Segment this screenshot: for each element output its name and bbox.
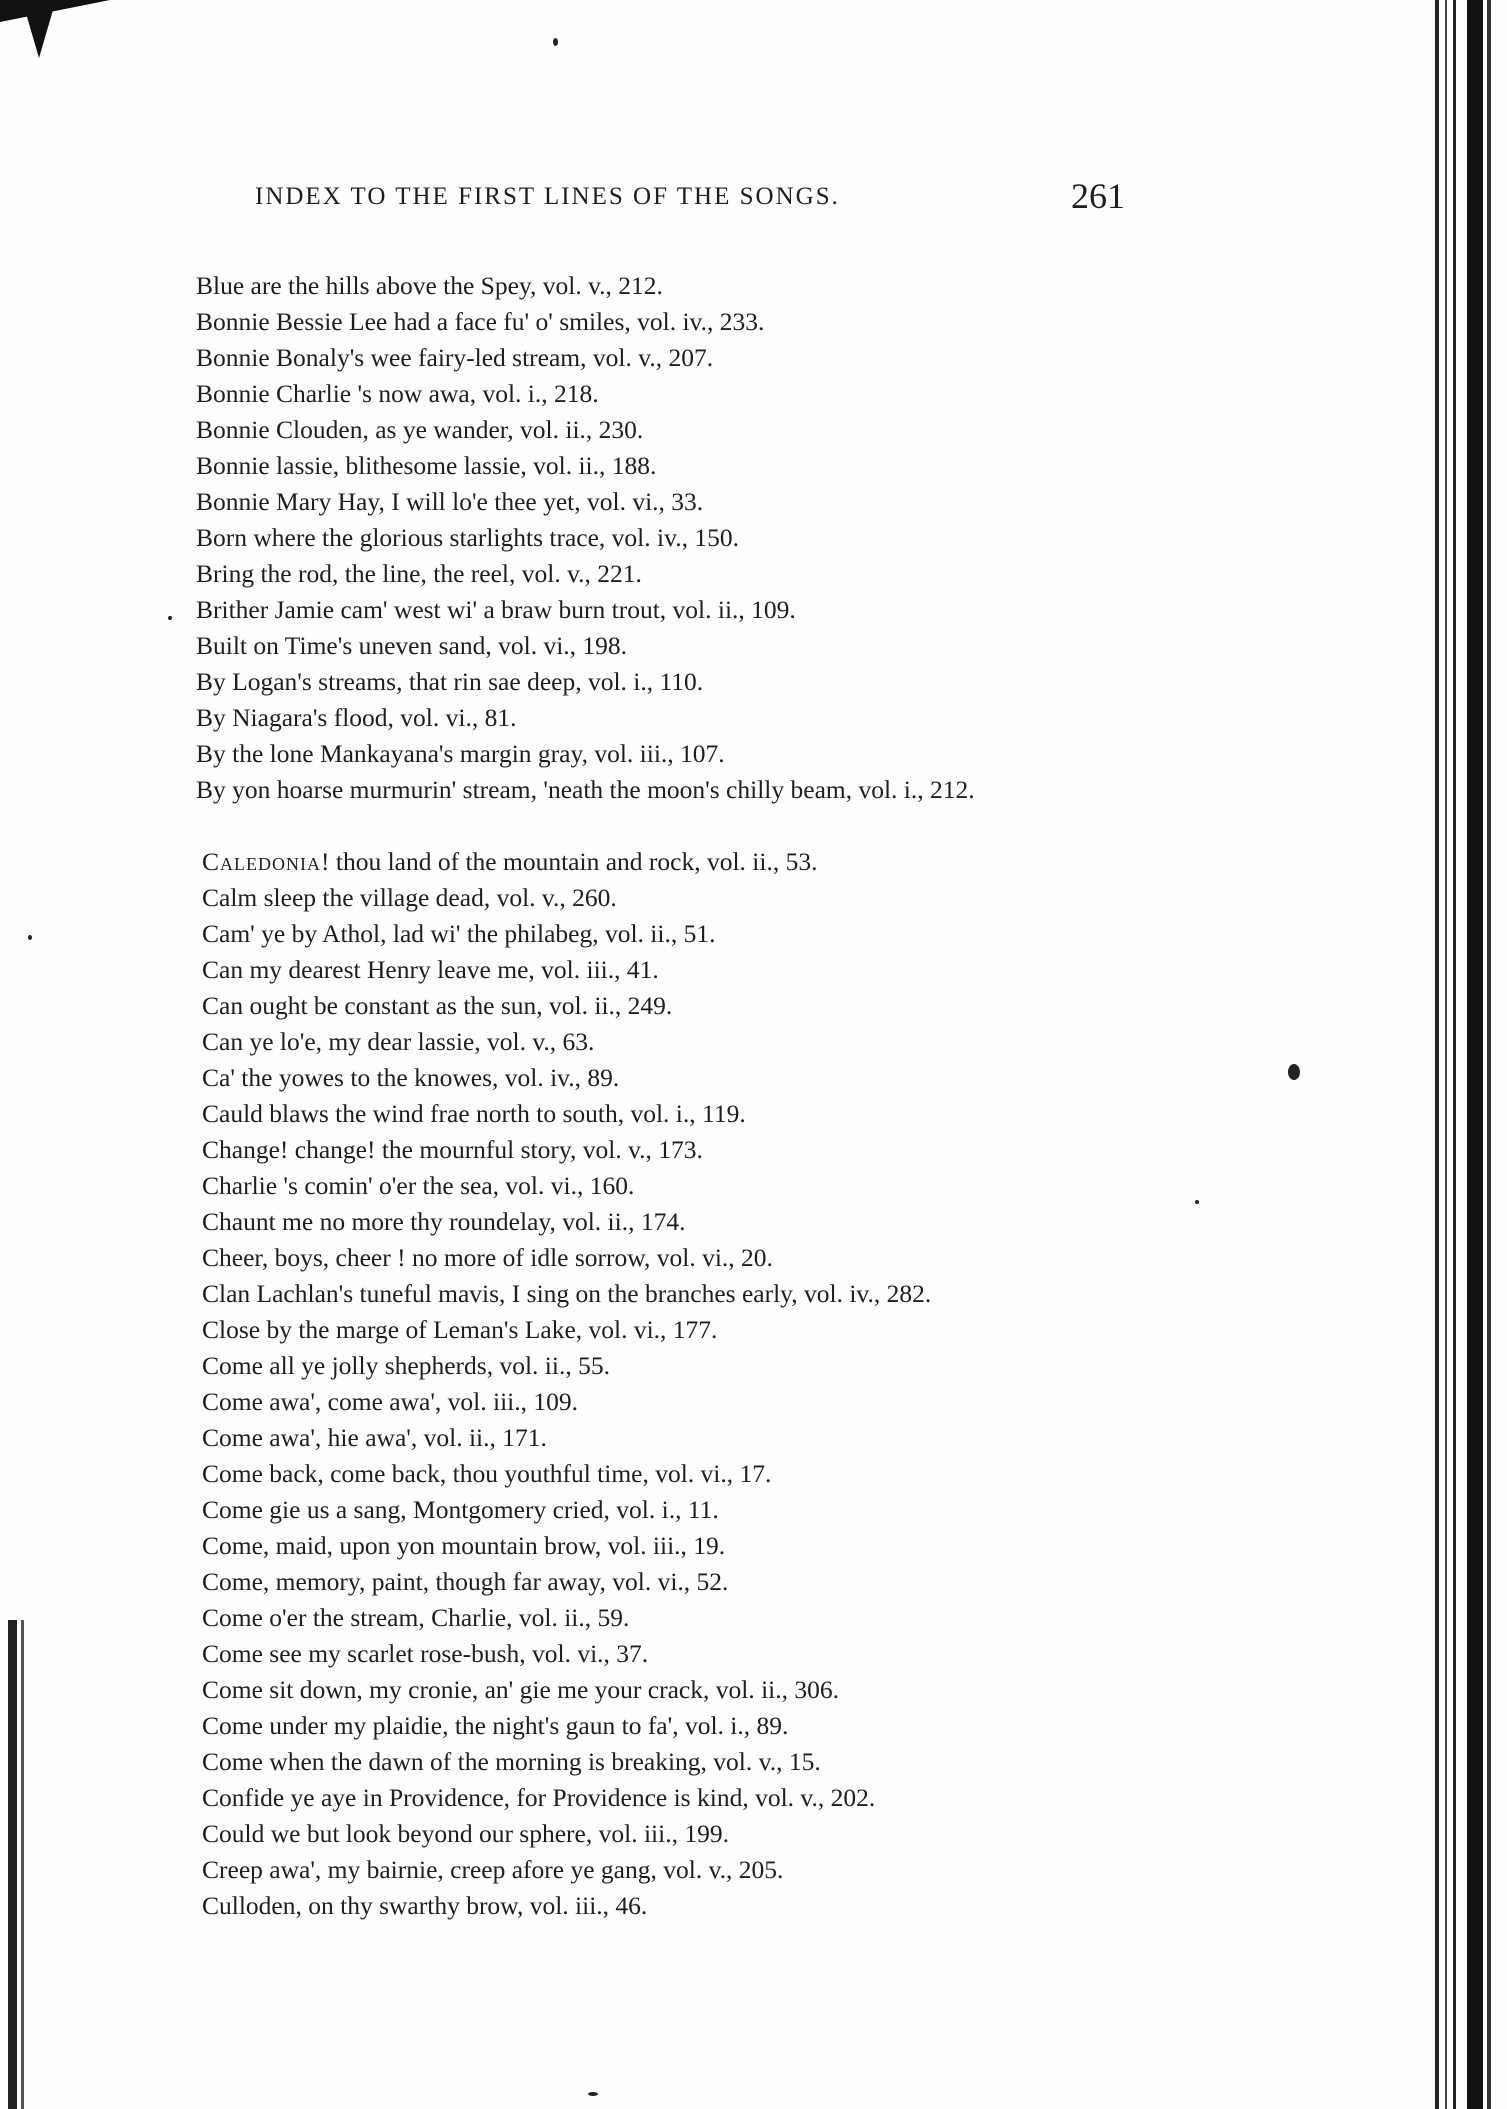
- index-entry: Cam' ye by Athol, lad wi' the philabeg, vol. ii., 51.: [202, 919, 716, 948]
- index-entry: Culloden, on thy swarthy brow, vol. iii., 46.: [202, 1891, 648, 1920]
- ink-speck: [1288, 1064, 1300, 1080]
- index-entry-section-start: [196, 844, 1146, 880]
- ink-speck: [553, 38, 558, 46]
- index-entry: Come awa', hie awa', vol. ii., 171.: [202, 1423, 547, 1452]
- index-entry: By the lone Mankayana's margin gray, vol. iii., 107.: [196, 739, 725, 768]
- index-entry: Bring the rod, the line, the reel, vol. v., 221.: [196, 559, 642, 588]
- index-entry: Come gie us a sang, Montgomery cried, vol. i., 11.: [202, 1495, 719, 1524]
- index-entry: Change! change! the mournful story, vol. v., 173.: [202, 1135, 703, 1164]
- index-entry: Clan Lachlan's tuneful mavis, I sing on the branches early, vol. iv., 282.: [202, 1279, 932, 1308]
- index-entry: By Logan's streams, that rin sae deep, vol. i., 110.: [196, 667, 704, 696]
- index-entry: Come o'er the stream, Charlie, vol. ii., 59.: [202, 1603, 630, 1632]
- index-entry: Chaunt me no more thy roundelay, vol. ii., 174.: [202, 1207, 686, 1236]
- page-number: 261: [1071, 176, 1125, 216]
- index-entry: Come awa', come awa', vol. iii., 109.: [202, 1387, 579, 1416]
- index-entry: Cauld blaws the wind frae north to south, vol. i., 119.: [202, 1099, 746, 1128]
- index-entry: Brither Jamie cam' west wi' a braw burn trout, vol. ii., 109.: [196, 595, 796, 624]
- index-entry: Can ye lo'e, my dear lassie, vol. v., 63.: [202, 1027, 595, 1056]
- index-entry: Bonnie Clouden, as ye wander, vol. ii., 230.: [196, 415, 644, 444]
- first-lines-index: [196, 268, 1146, 1924]
- ink-speck: [588, 2092, 598, 2096]
- index-entry: Born where the glorious starlights trace, vol. iv., 150.: [196, 523, 739, 552]
- index-entry: Bonnie lassie, blithesome lassie, vol. ii., 188.: [196, 451, 657, 480]
- index-entry: By Niagara's flood, vol. vi., 81.: [196, 703, 517, 732]
- ink-speck: [1195, 1200, 1199, 1204]
- ink-speck: [168, 616, 172, 620]
- ink-speck: [28, 935, 32, 940]
- scan-corner-artifact: [0, 0, 110, 22]
- index-entry: Can my dearest Henry leave me, vol. iii., 41.: [202, 955, 659, 984]
- index-entry: Come back, come back, thou youthful time, vol. vi., 17.: [202, 1459, 772, 1488]
- index-entry: Creep awa', my bairnie, creep afore ye gang, vol. v., 205.: [202, 1855, 784, 1884]
- index-entry: Come when the dawn of the morning is breaking, vol. v., 15.: [202, 1747, 821, 1776]
- index-entry: Built on Time's uneven sand, vol. vi., 198.: [196, 631, 628, 660]
- index-entry: Bonnie Bessie Lee had a face fu' o' smiles, vol. iv., 233.: [196, 307, 765, 336]
- index-entry: Charlie 's comin' o'er the sea, vol. vi., 160.: [202, 1171, 635, 1200]
- section-lead-word: Caledonia: [202, 847, 321, 876]
- index-entry: Come sit down, my cronie, an' gie me your crack, vol. ii., 306.: [202, 1675, 840, 1704]
- index-entry: Come, memory, paint, though far away, vol. vi., 52.: [202, 1567, 729, 1596]
- index-entry: Can ought be constant as the sun, vol. ii., 249.: [202, 991, 673, 1020]
- scan-corner-artifact-tip: [25, 10, 53, 58]
- page-title: INDEX TO THE FIRST LINES OF THE SONGS.: [255, 183, 840, 210]
- index-entry: Ca' the yowes to the knowes, vol. iv., 89.: [202, 1063, 620, 1092]
- index-entry: Come under my plaidie, the night's gaun to fa', vol. i., 89.: [202, 1711, 789, 1740]
- index-entry: Cheer, boys, cheer ! no more of idle sorrow, vol. vi., 20.: [202, 1243, 773, 1272]
- index-entry: Close by the marge of Leman's Lake, vol. vi., 177.: [202, 1315, 718, 1344]
- index-entry: Come all ye jolly shepherds, vol. ii., 55.: [202, 1351, 610, 1380]
- index-entry-text: ! thou land of the mountain and rock, vol. ii., 53.: [321, 847, 818, 876]
- index-entry: Confide ye aye in Providence, for Providence is kind, vol. v., 202.: [202, 1783, 876, 1812]
- index-entry: By yon hoarse murmurin' stream, 'neath the moon's chilly beam, vol. i., 212.: [196, 775, 975, 804]
- index-entry: Bonnie Bonaly's wee fairy-led stream, vol. v., 207.: [196, 343, 714, 372]
- left-page-edge: [8, 1620, 30, 2109]
- running-head: [255, 175, 1125, 225]
- index-entry: Come see my scarlet rose-bush, vol. vi., 37.: [202, 1639, 649, 1668]
- index-entry: Calm sleep the village dead, vol. v., 260.: [202, 883, 617, 912]
- index-entry: Could we but look beyond our sphere, vol. iii., 199.: [202, 1819, 729, 1848]
- index-entry: Come, maid, upon yon mountain brow, vol. iii., 19.: [202, 1531, 726, 1560]
- index-entry: Bonnie Mary Hay, I will lo'e thee yet, vol. vi., 33.: [196, 487, 704, 516]
- index-entry: Bonnie Charlie 's now awa, vol. i., 218.: [196, 379, 599, 408]
- index-entry: Blue are the hills above the Spey, vol. v., 212.: [196, 271, 663, 300]
- book-binding-edge: [1425, 0, 1507, 2109]
